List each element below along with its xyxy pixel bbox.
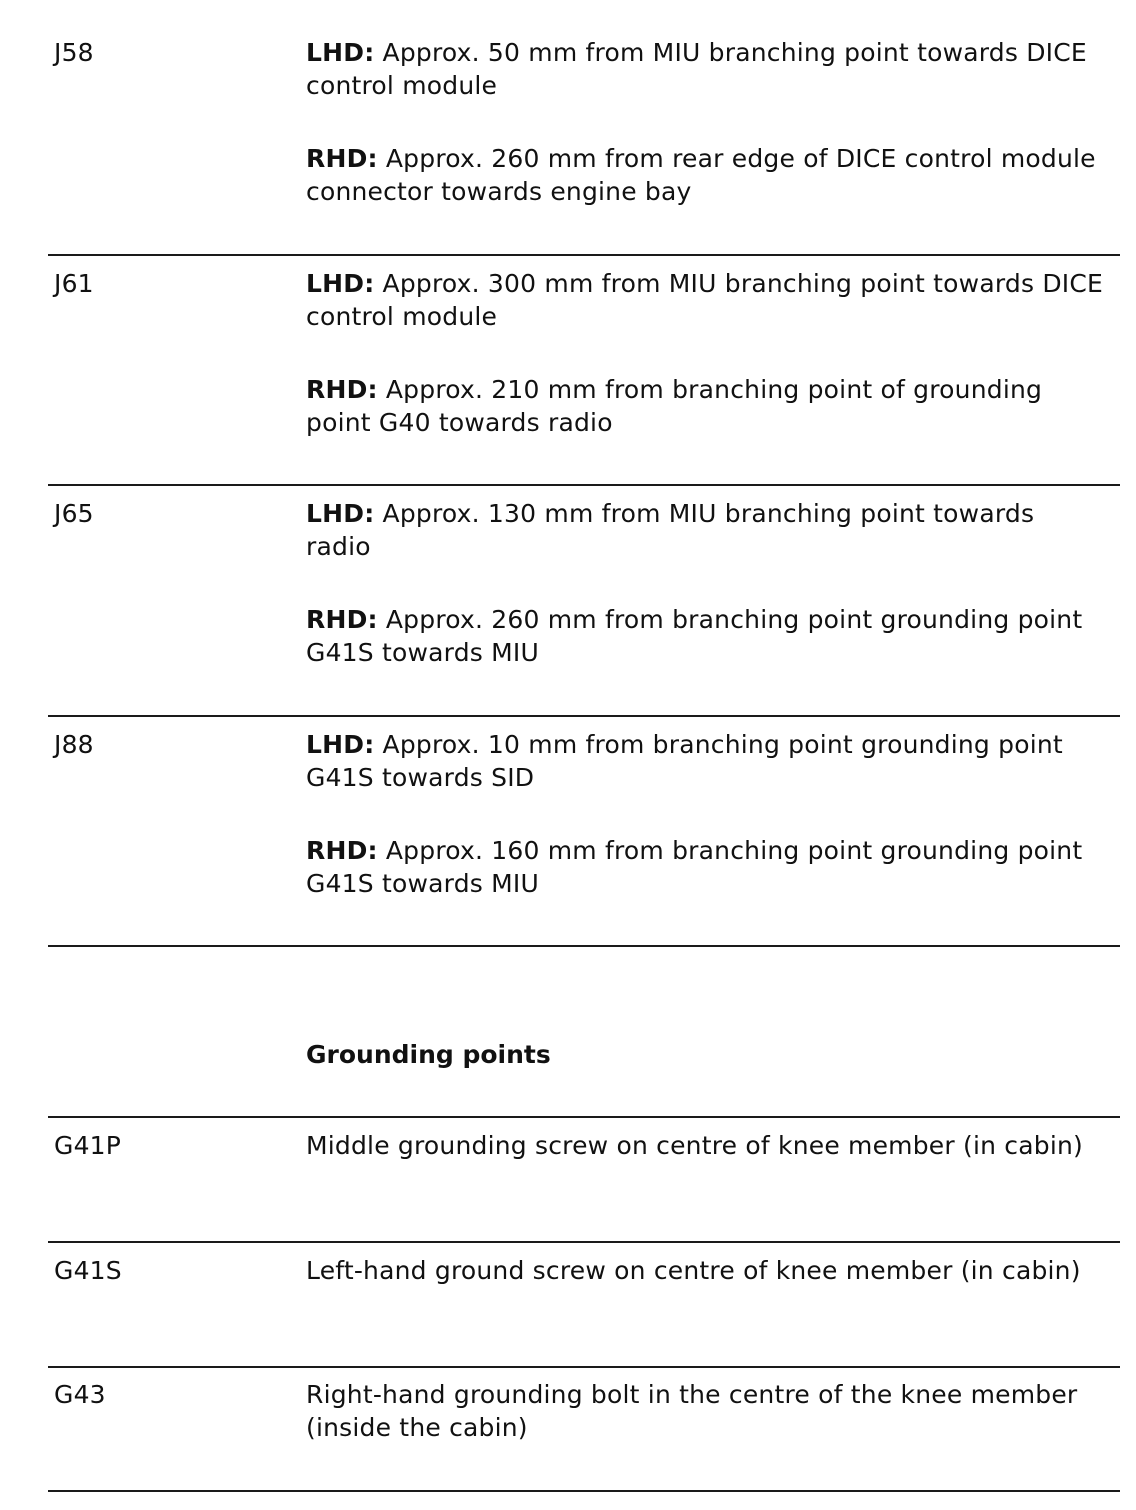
rhd-text: Approx. 210 mm from branching point of grounding point G40 towards radio — [306, 375, 1043, 437]
junction-description — [306, 728, 1106, 900]
junction-code: J65 — [54, 499, 94, 528]
rhd-label: RHD: — [306, 605, 378, 634]
rhd-text: Approx. 260 mm from branching point grounding point G41S towards MIU — [306, 605, 1083, 667]
row-divider — [48, 1241, 1120, 1243]
rhd-location — [306, 603, 1106, 669]
grounding-code: G41P — [54, 1131, 122, 1160]
lhd-label: LHD: — [306, 269, 375, 298]
junction-code: J88 — [54, 730, 94, 759]
row-divider — [48, 1366, 1120, 1368]
row-divider — [48, 1490, 1120, 1492]
rhd-label: RHD: — [306, 375, 378, 404]
junction-code: J58 — [54, 38, 94, 67]
junction-description — [306, 36, 1106, 208]
lhd-text: Approx. 130 mm from MIU branching point towards radio — [306, 499, 1035, 561]
lhd-location — [306, 267, 1106, 333]
lhd-label: LHD: — [306, 499, 375, 528]
row-divider — [48, 484, 1120, 486]
junction-description — [306, 267, 1106, 439]
row-divider — [48, 1116, 1120, 1118]
row-divider — [48, 945, 1120, 947]
section-heading: Grounding points — [306, 1040, 551, 1069]
lhd-label: LHD: — [306, 730, 375, 759]
junction-description — [306, 497, 1106, 669]
rhd-location — [306, 373, 1106, 439]
rhd-label: RHD: — [306, 144, 378, 173]
lhd-text: Approx. 300 mm from MIU branching point towards DICE control module — [306, 269, 1103, 331]
lhd-location — [306, 728, 1106, 794]
lhd-text: Approx. 50 mm from MIU branching point towards DICE control module — [306, 38, 1087, 100]
lhd-text: Approx. 10 mm from branching point grounding point G41S towards SID — [306, 730, 1063, 792]
rhd-text: Approx. 260 mm from rear edge of DICE control module connector towards engine bay — [306, 144, 1096, 206]
rhd-location — [306, 834, 1106, 900]
grounding-description: Left-hand ground screw on centre of knee member (in cabin) — [306, 1256, 1081, 1285]
grounding-description: Middle grounding screw on centre of knee member (in cabin) — [306, 1131, 1083, 1160]
row-divider — [48, 715, 1120, 717]
rhd-label: RHD: — [306, 836, 378, 865]
rhd-text: Approx. 160 mm from branching point grounding point G41S towards MIU — [306, 836, 1083, 898]
lhd-label: LHD: — [306, 38, 375, 67]
rhd-location — [306, 142, 1106, 208]
lhd-location — [306, 497, 1106, 563]
grounding-code: G41S — [54, 1256, 122, 1285]
grounding-code: G43 — [54, 1380, 106, 1409]
grounding-description: Right-hand grounding bolt in the centre of the knee member (inside the cabin) — [306, 1380, 1078, 1442]
lhd-location — [306, 36, 1106, 102]
row-divider — [48, 254, 1120, 256]
junction-code: J61 — [54, 269, 94, 298]
